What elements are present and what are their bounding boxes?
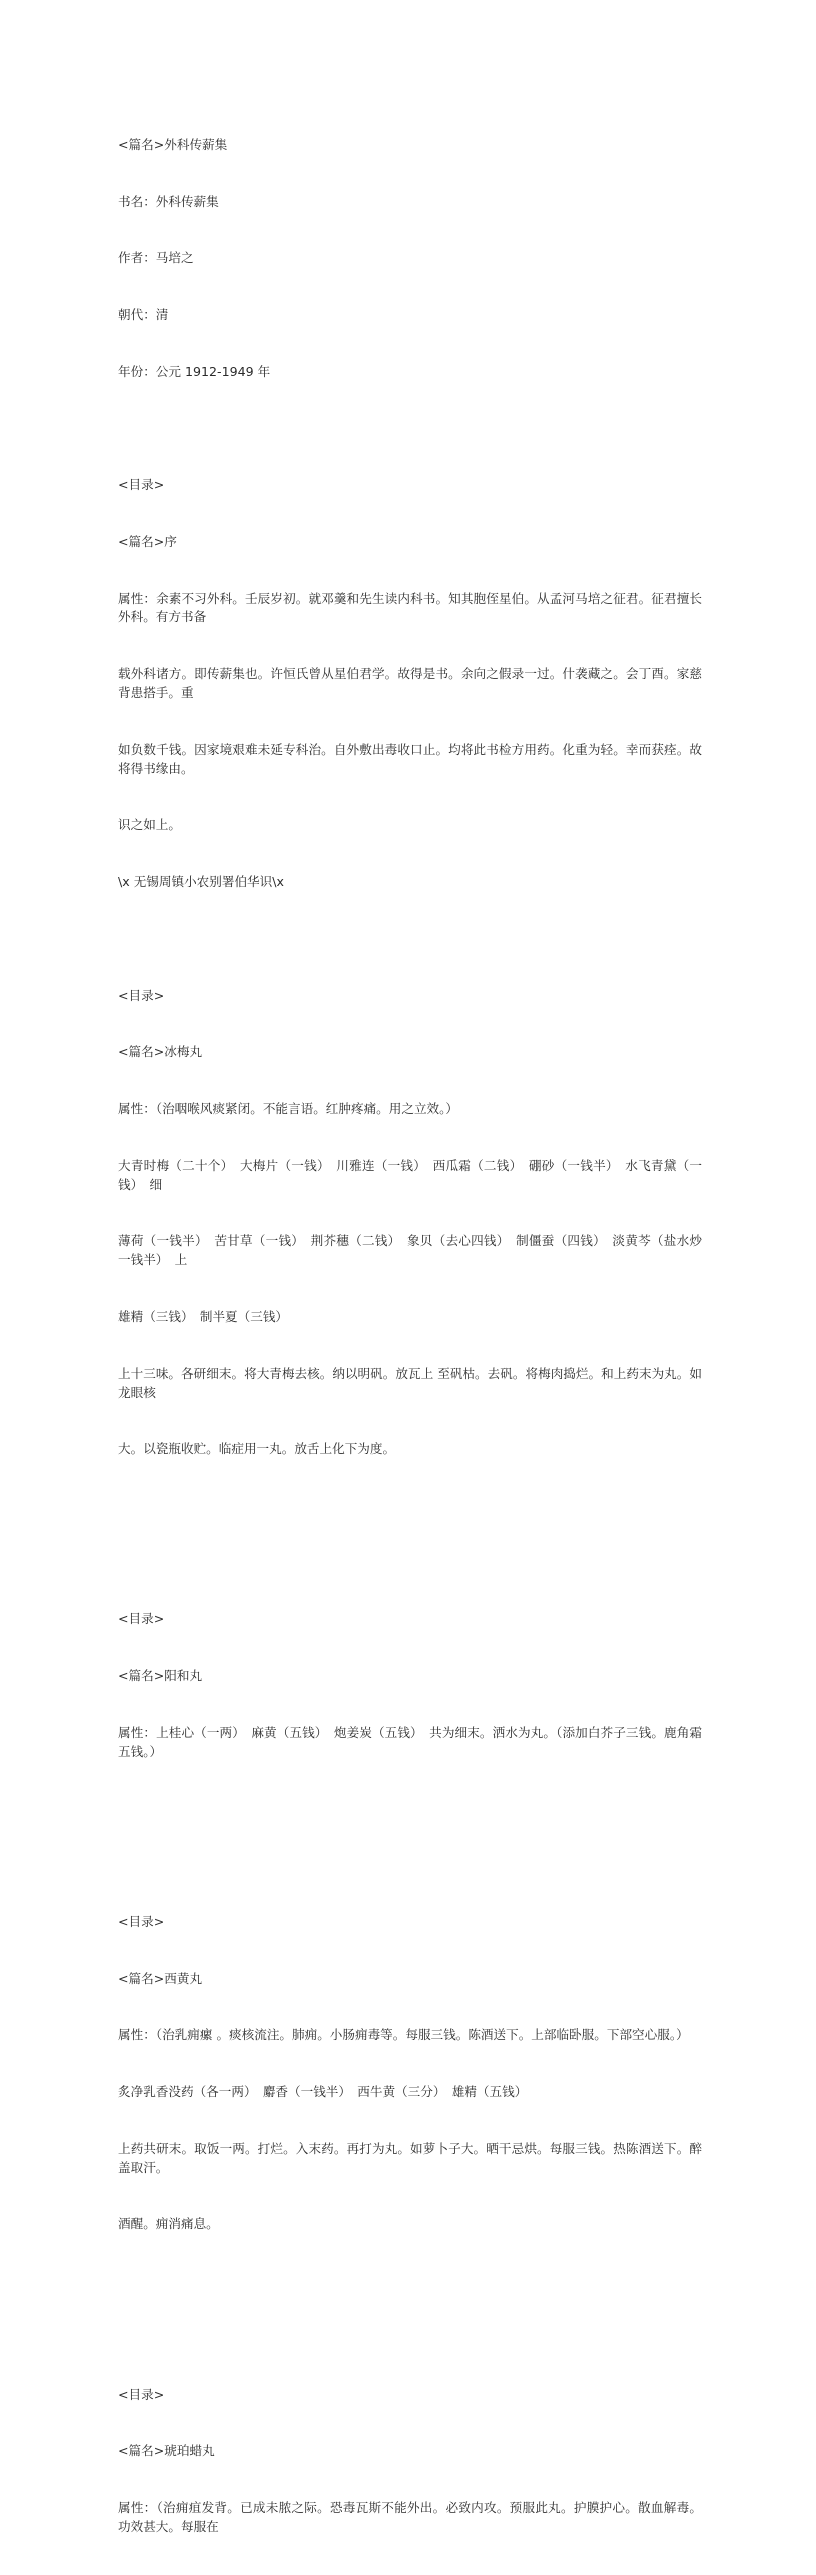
text-line: 酒醒。痈消痛息。: [118, 2216, 219, 2232]
text-line: 属性：（治乳痈瘰 。痰核流注。肺痈。小肠痈毒等。每服三钱。陈酒送下。上部临卧服。下部空心服。）: [118, 2027, 689, 2043]
text-line: 属性：（治咽喉风痰紧闭。不能言语。红肿疼痛。用之立效。）: [118, 1101, 459, 1116]
text-line: 识之如上。: [118, 817, 181, 833]
text-line: 年份：公元 1912-1949 年: [118, 363, 271, 379]
text-line: 属性：（治痈疽发背。已成未脓之际。恐毒瓦斯不能外出。必致内攻。预服此丸。护膜护心。散血解毒。功效甚大。每服在: [118, 2499, 702, 2534]
text-line: <篇名>序: [118, 533, 177, 549]
text-line: \x 无锡周镇小农别署伯华识\x: [118, 874, 284, 890]
text-line-blank: [118, 930, 702, 949]
text-line: <篇名>外科传薪集: [118, 136, 228, 152]
text-line: 上药共研末。取饭一两。打烂。入末药。再打为丸。如萝卜子大。晒干忌烘。每服三钱。热陈酒送下。醉盖取汗。: [118, 2140, 702, 2175]
text-line: <目录>: [118, 2386, 165, 2402]
text-line-blank: [118, 2329, 702, 2348]
text-line: <篇名>阳和丸: [118, 1668, 203, 1684]
text-line: 载外科诸方。即传薪集也。许恒氏曾从星伯君学。故得是书。余向之假录一过。什袭藏之。会丁酉。家慈背患搭手。重: [118, 666, 702, 701]
text-line: 雄精（三钱） 制半夏（三钱）: [118, 1308, 289, 1324]
text-line: 朝代：清: [118, 306, 169, 322]
text-line: <目录>: [118, 987, 165, 1003]
text-line: 作者：马培之: [118, 250, 194, 266]
text-line: <篇名>琥珀蜡丸: [118, 2443, 215, 2459]
text-line: <目录>: [118, 477, 165, 493]
text-line: <目录>: [118, 1611, 165, 1627]
text-line-blank: [118, 1554, 702, 1573]
text-line-blank: [118, 1856, 702, 1875]
text-line: 属性：上桂心（一两） 麻黄（五钱） 炮姜炭（五钱） 共为细末。洒水为丸。（添加白芥子三钱。鹿角霜五钱。）: [118, 1724, 702, 1759]
text-line: <篇名>西黄丸: [118, 1970, 203, 1986]
text-line-blank: [118, 2272, 702, 2291]
text-line-blank: [118, 1497, 702, 1516]
text-line-blank: [118, 419, 702, 438]
document-text-body: [118, 98, 702, 2575]
text-line: <目录>: [118, 1913, 165, 1929]
text-line: 如负数千钱。因家境艰难未延专科治。自外敷出毒收口止。均将此书检方用药。化重为轻。幸而获痊。故将得书缘由。: [118, 741, 702, 776]
text-line: 书名：外科传薪集: [118, 193, 219, 209]
text-line: 上十三味。各研细末。将大青梅去核。纳以明矾。放瓦上 至矾枯。去矾。将梅肉捣烂。和上药末为丸。如龙眼核: [118, 1365, 702, 1400]
text-line: 大。以瓷瓶收贮。临症用一丸。放舌上化下为度。: [118, 1441, 396, 1457]
text-line: 薄荷（一钱半） 苦甘草（一钱） 荆芥穗（二钱） 象贝（去心四钱） 制僵蚕（四钱） 淡黄芩（盐水炒一钱半） 上: [118, 1233, 702, 1268]
text-line: 大青时梅（二十个） 大梅片（一钱） 川雅连（一钱） 西瓜霜（二钱） 硼砂（一钱半） 水飞青黛（一钱） 细: [118, 1157, 702, 1192]
text-line: 属性：余素不习外科。壬辰岁初。就邓羹和先生读内科书。知其胞侄星伯。从孟河马培之征君。征君擅长外科。有方书备: [118, 590, 702, 625]
text-line-blank: [118, 1800, 702, 1819]
text-line: 炙净乳香没药（各一两） 麝香（一钱半） 西牛黄（三分） 雄精（五钱）: [118, 2084, 528, 2100]
text-line: <篇名>冰梅丸: [118, 1044, 203, 1060]
